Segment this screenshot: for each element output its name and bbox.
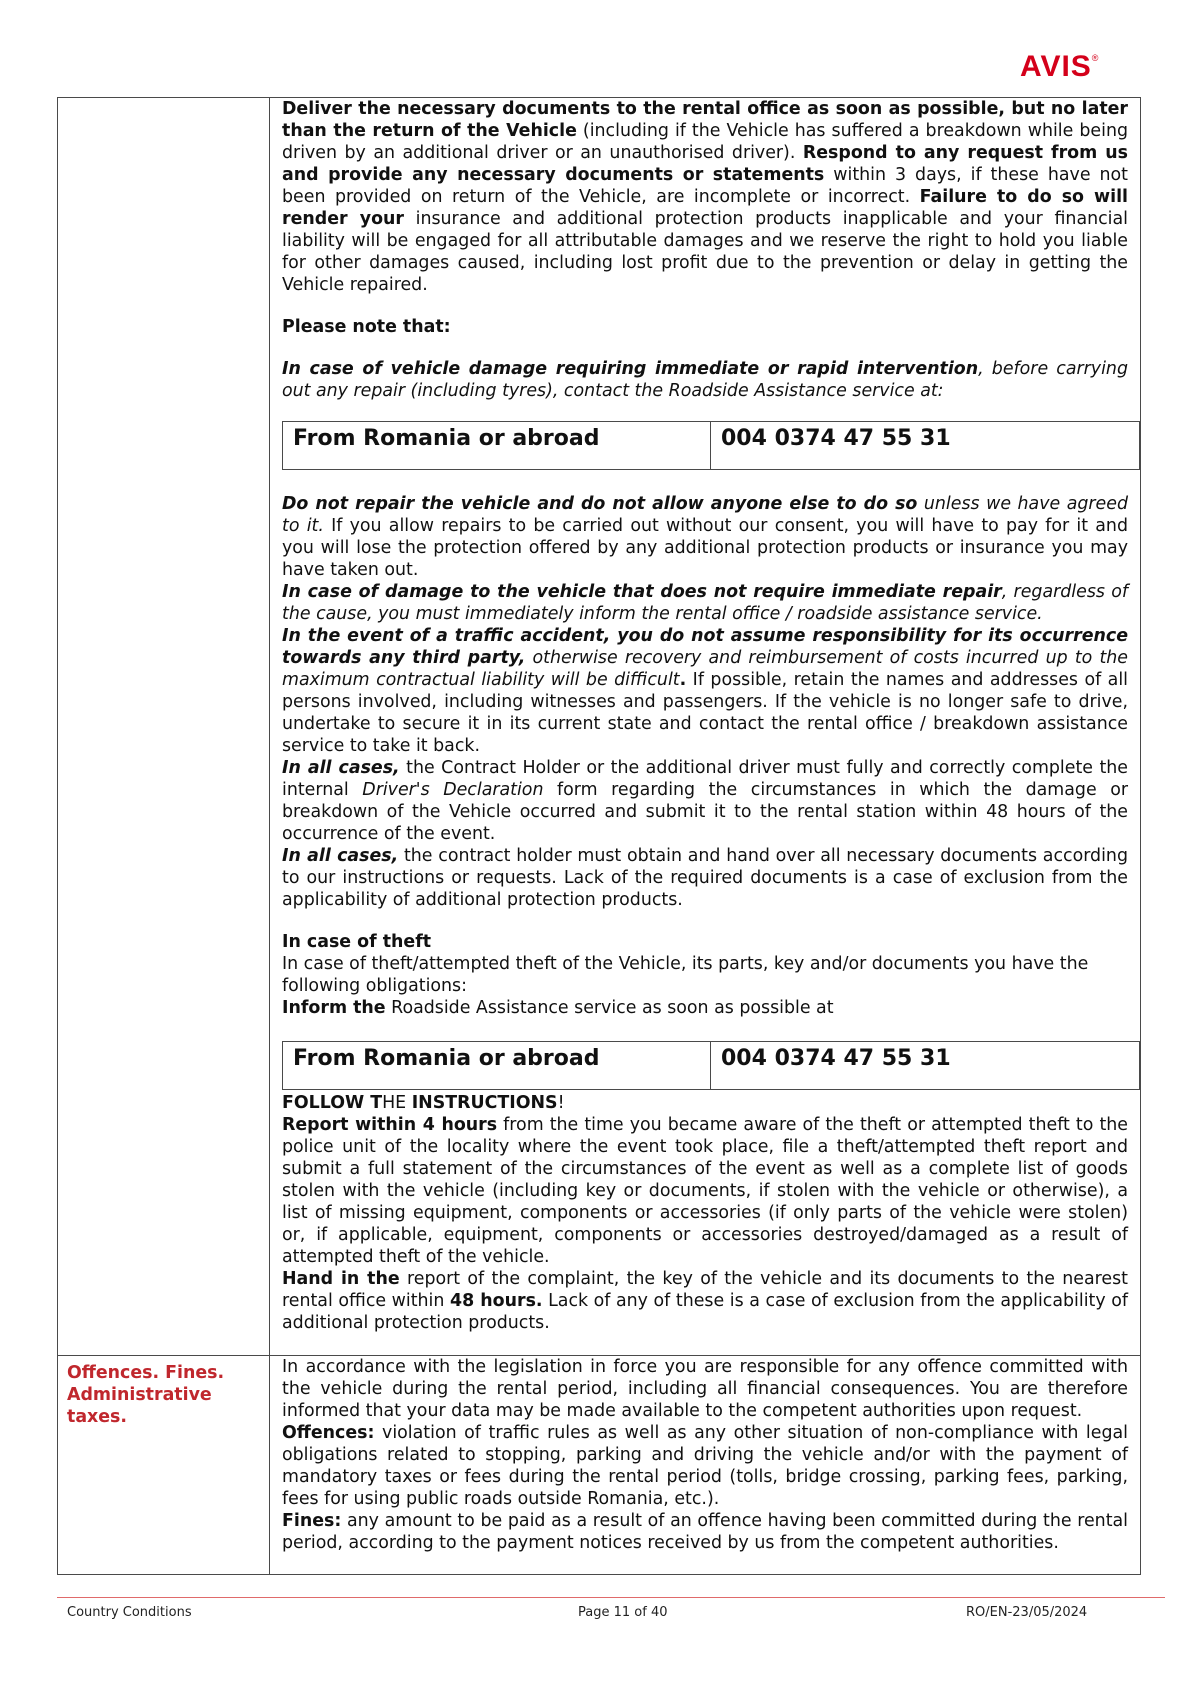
do-not-repair-paragraph: Do not repair the vehicle and do not allow anyone else to do so unless we have agreed to it. If you allow repairs to be carried out without our consent, you will have to pay for it and you will lose the protection offered by any additional protection products or insurance you may have taken out. [282, 494, 1128, 580]
page-number: Page 11 of 40 [578, 1605, 668, 1620]
drivers-declaration-paragraph: In all cases, the Contract Holder or the additional driver must fully and correctly complete the internal Driver's Declaration form regarding the circumstances in which the damage or breakdown of the Vehicle occurred and submit it to the rental station within 48 hours of the occurrence of the event. [282, 758, 1128, 844]
table-border-left [57, 97, 58, 1574]
phone-location-label: From Romania or abroad [283, 1042, 711, 1089]
roadside-phone-number[interactable]: 004 0374 47 55 31 [721, 426, 951, 451]
please-note-heading: Please note that: [282, 317, 451, 337]
deliver-documents-paragraph: Deliver the necessary documents to the rental office as soon as possible, but no later than the return of the Vehicle (including if the Vehicle has suffered a breakdown while being driven by an additional driver or an unauthorised driver). Respond to any request from us and provide any necessary documents or statements within 3 days, if these have not been provided on return of the Vehicle, are incomplete or incorrect. Failure to do so will render your insurance and additional protection products inapplicable and your financial liability will be engaged for all attributable damages and we reserve the right to hold you liable for other damages caused, including lost profit due to the prevention or delay in getting the Vehicle repaired. [282, 99, 1129, 295]
roadside-assistance-phone-table [282, 421, 1140, 470]
footer-left: Country Conditions [67, 1605, 192, 1620]
follow-instructions-heading: FOLLOW THE INSTRUCTIONS! [282, 1093, 565, 1113]
brand-text: AVIS [1020, 50, 1092, 83]
roadside-phone-number[interactable]: 004 0374 47 55 31 [721, 1046, 951, 1071]
table-column-divider [269, 97, 270, 1574]
registered-mark: ® [1091, 53, 1100, 63]
fines-definition-paragraph: Fines: any amount to be paid as a result of an offence having been committed during the rental period, according to the payment notices received by us from the competent authorities. [282, 1511, 1128, 1553]
footer-divider [57, 1597, 1165, 1598]
hand-in-paragraph: Hand in the report of the complaint, the key of the vehicle and its documents to the nearest rental office within 48 hours. Lack of any of these is a case of exclusion from the applicability of additional protection products. [282, 1269, 1128, 1333]
repair-and-accident-section [282, 493, 1128, 1019]
theft-heading: In case of theft [282, 932, 432, 952]
table-border-bottom [57, 1574, 1141, 1575]
offences-definition-paragraph: Offences: violation of traffic rules as well as any other situation of non-compliance with legal obligations related to stopping, parking and driving the vehicle and/or with the payment of mandatory taxes or fees during the rental period (tolls, bridge crossing, parking fees, parking, fees for using public roads outside Romania, etc.). [282, 1423, 1128, 1509]
immediate-intervention-paragraph: In case of vehicle damage requiring immediate or rapid intervention, before carrying out any repair (including tyres), contact the Roadside Assistance service at: [282, 359, 1128, 401]
necessary-documents-paragraph: In all cases, the contract holder must obtain and hand over all necessary documents according to our instructions or requests. Lack of the required documents is a case of exclusion from the applicability of additional protection products. [282, 846, 1128, 910]
non-immediate-damage-paragraph: In case of damage to the vehicle that does not require immediate repair, regardless of the cause, you must immediately inform the rental office / roadside assistance service. [282, 582, 1128, 624]
report-theft-paragraph: Report within 4 hours from the time you became aware of the theft or attempted theft to the police unit of the locality where the event took place, file a theft/attempted theft report and submit a full statement of the circumstances of the event as well as a complete list of goods stolen with the vehicle (including key or documents, if stolen with the vehicle or otherwise), a list of missing equipment, components or accessories (if only parts of the vehicle were stolen) or, if applicable, equipment, components or accessories destroyed/damaged as a result of attempted theft of the vehicle. [282, 1115, 1129, 1267]
offences-section [282, 1356, 1128, 1554]
inform-roadside-paragraph: Inform the Roadside Assistance service as soon as possible at [282, 998, 834, 1018]
theft-obligations-intro: In case of theft/attempted theft of the Vehicle, its parts, key and/or documents you have the following obligations: [282, 954, 1089, 996]
offences-row-title: Offences. Fines. Administrative taxes. [67, 1363, 225, 1427]
phone-location-label: From Romania or abroad [283, 422, 711, 469]
avis-logo [1020, 52, 1099, 82]
document-version: RO/EN-23/05/2024 [966, 1605, 1088, 1620]
table-border-right [1140, 97, 1141, 1574]
traffic-accident-paragraph: In the event of a traffic accident, you do not assume responsibility for its occurrence towards any third party, otherwise recovery and reimbursement of costs incurred up to the maximum contractual liability will be difficult. If possible, retain the names and addresses of all persons involved, including witnesses and passengers. If the vehicle is no longer safe to drive, undertake to secure it in its current state and contact the rental office / breakdown assistance service to take it back. [282, 626, 1128, 756]
theft-instructions-section [282, 1092, 1128, 1334]
damage-obligations-section [282, 98, 1128, 402]
offences-intro-paragraph: In accordance with the legislation in force you are responsible for any offence committed with the vehicle during the rental period, including all financial consequences. You are therefore informed that your data may be made available to the competent authorities upon request. [282, 1357, 1128, 1421]
theft-roadside-phone-table [282, 1041, 1140, 1090]
